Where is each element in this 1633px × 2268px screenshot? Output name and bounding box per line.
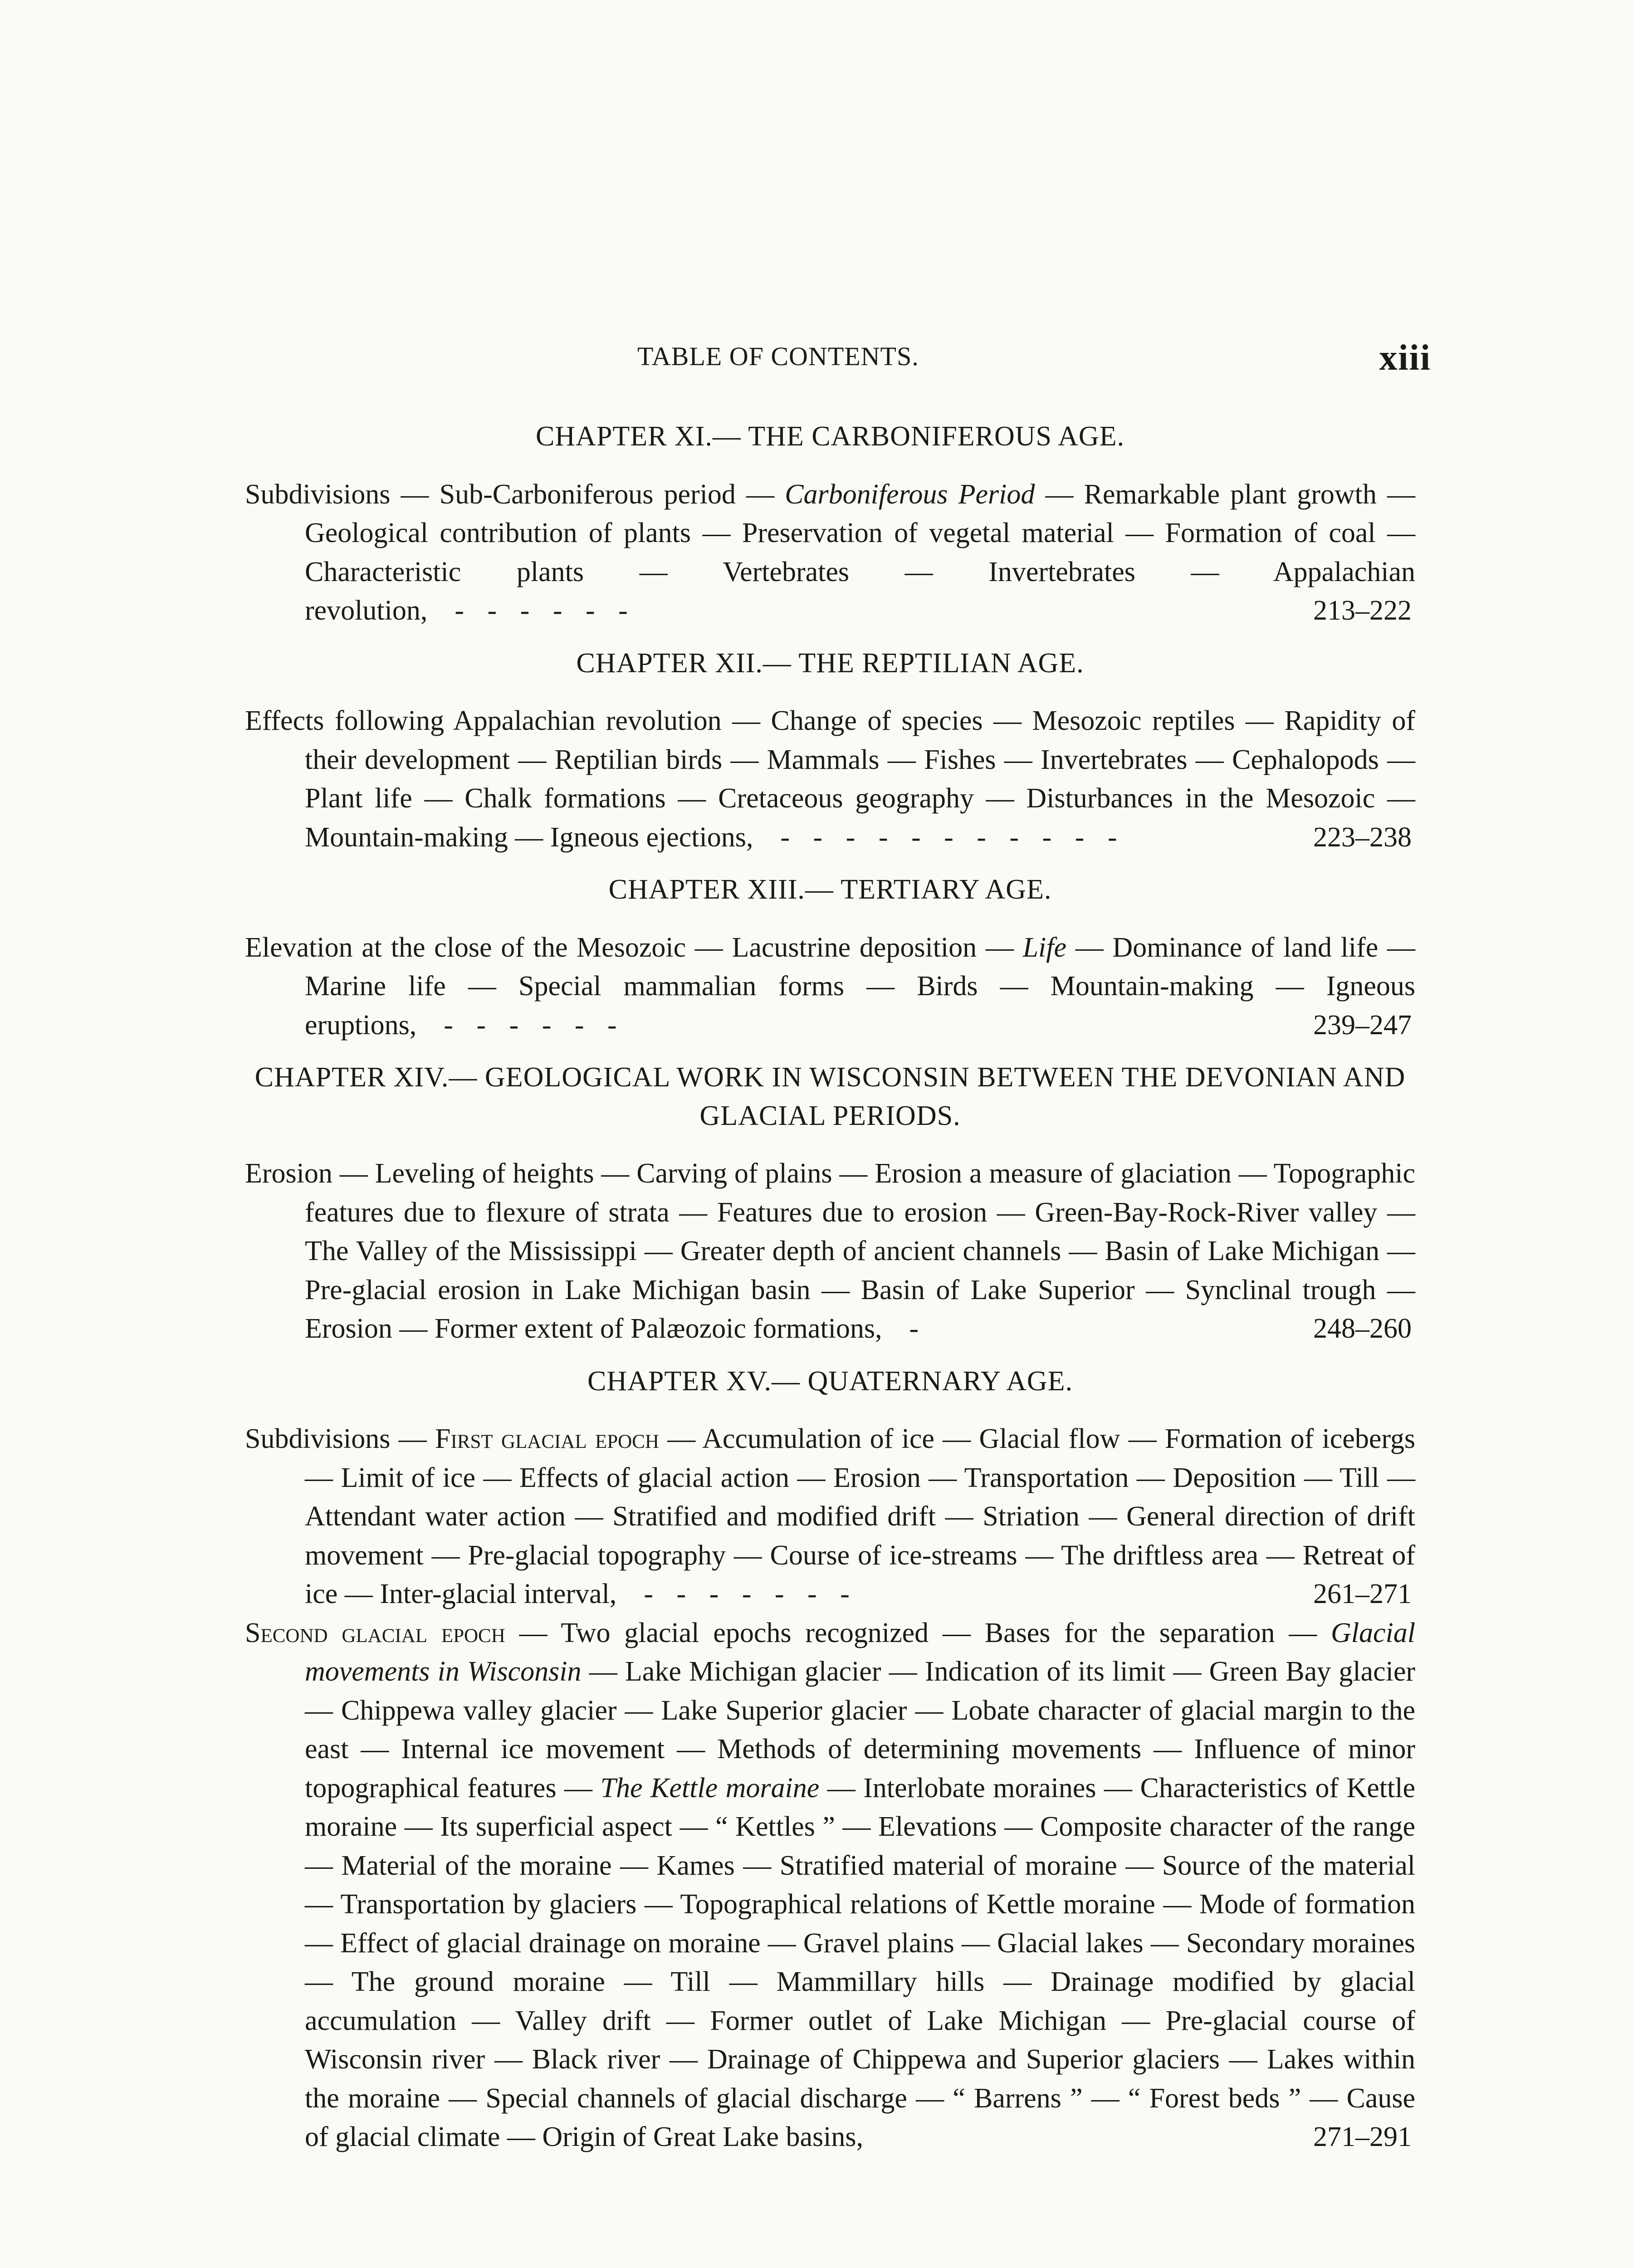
entry-text: First glacial epoch: [435, 1423, 659, 1454]
entry-tail: [416, 1010, 643, 1041]
dot-leaders: -: [909, 1313, 927, 1344]
dot-leaders: - - - - - -: [455, 595, 636, 626]
entry-text: Subdivisions — Sub-Carboniferous period —: [245, 479, 785, 510]
entry-text: — Two glacial epochs recognized — Bases for the separation —: [505, 1617, 1331, 1648]
toc-entry: [245, 1614, 1415, 2157]
running-head: [637, 338, 1431, 386]
chapter-heading: CHAPTER XII.— THE REPTILIAN AGE.: [576, 647, 1084, 679]
page-range: 223–238: [1313, 821, 1412, 853]
entry-text: Subdivisions —: [245, 1423, 435, 1454]
entry-text: Carboniferous Period: [785, 479, 1035, 510]
dot-leaders: - - - - - - -: [644, 1579, 858, 1609]
toc-entry: [245, 1420, 1415, 1614]
entry-text: — Interlobate moraines — Characteristics of Kettle moraine — Its superficial aspect — “ Kettles ” — Elevations — Composite character of the range — Material of the moraine — Kames — Stratified material of moraine — Source of the material — Transportation by glaciers — Topographical relations of Kettle moraine — Mode of formation — Effect of glacial drainage on moraine — Gravel plains — Glacial lakes — Secondary moraines — The ground moraine — Till — Mammillary hills — Drainage modified by glacial accumulation — Valley drift — Former outlet of Lake Michigan — Pre-glacial course of Wisconsin river — Black river — Drainage of Chippewa and Superior glaciers — Lakes within the moraine — Special channels of glacial discharge — “ Barrens ” — “ Forest beds ” — Cause of glacial climate — Origin of Great Lake basins,: [305, 1772, 1415, 2152]
entry-tail: [427, 595, 654, 626]
entry-text: The Kettle moraine: [600, 1772, 820, 1804]
entry-tail: [616, 1579, 876, 1609]
chapter-heading: CHAPTER XI.— THE CARBONIFEROUS AGE.: [535, 421, 1125, 452]
entry-text: — Dominance of land life — Marine life — Special mammalian forms — Birds — Mountain-making — Igneous eruptions,: [305, 932, 1415, 1041]
entry-text: — Lake Michigan glacier — Indication of its limit — Green Bay glacier — Chippewa valley glacier — Lake Superior glacier — Lobate character of glacial margin to the east — Internal ice movement — Methods of determining movements — Influence of minor topographical features —: [305, 1656, 1415, 1804]
entry-text: — Accumulation of ice — Glacial flow — Formation of icebergs — Limit of ice — Effects of glacial action — Erosion — Transportation — Deposition — Till — Attendant water action — Stratified and modified drift — Striation — General direction of drift movement — Pre-glacial topography — Course of ice-streams — The driftless area — Retreat of ice — Inter-glacial interval,: [305, 1423, 1415, 1609]
dot-leaders: - - - - - -: [444, 1009, 625, 1041]
entry-text: Elevation at the close of the Mesozoic — Lacustrine deposition —: [245, 932, 1023, 963]
chapter-heading: CHAPTER XV.— QUATERNARY AGE.: [587, 1365, 1073, 1397]
table-of-contents: [245, 417, 1415, 2170]
toc-entry: [245, 1154, 1415, 1349]
entry-tail: [863, 2121, 909, 2152]
entry-text: — Remarkable plant growth — Geological contribution of plants — Preservation of vegetal material — Formation of coal — Characteristic plants — Vertebrates — Invertebrates — Appalachian revolution,: [305, 479, 1415, 626]
entry-text: Effects following Appalachian revolution — Change of species — Mesozoic reptiles — Rapidity of their development — Reptilian birds — Mammals — Fishes — Invertebrates — Cephalopods — Plant life — Chalk formations — Cretaceous geography — Disturbances in the Mesozoic — Mountain-making — Igneous ejections,: [245, 705, 1415, 853]
page-range: 261–271: [1313, 1579, 1412, 1609]
toc-entry: [245, 475, 1415, 631]
entry-tail: [753, 822, 1143, 853]
entry-tail: [882, 1313, 945, 1344]
page-range: 239–247: [1313, 1009, 1412, 1041]
running-head-title: TABLE OF CONTENTS.: [637, 342, 919, 371]
entry-text: Glacial movements in Wisconsin: [305, 1617, 1416, 1687]
entry-text: Second glacial epoch: [245, 1617, 505, 1648]
dot-leaders: - - - - - - - - - - -: [780, 821, 1125, 853]
page-number: xiii: [1379, 338, 1431, 378]
page-range: 213–222: [1313, 595, 1412, 626]
entry-text: Erosion — Leveling of heights — Carving of plains — Erosion a measure of glaciation — Topographic features due to flexure of strata — Features due to erosion — Green-Bay-Rock-River valley — The Valley of the Mississippi — Greater depth of ancient channels — Basin of Lake Michigan — Pre-glacial erosion in Lake Michigan basin — Basin of Lake Superior — Synclinal trough — Erosion — Former extent of Palæozoic formations,: [245, 1158, 1415, 1344]
chapter-heading: CHAPTER XIII.— TERTIARY AGE.: [608, 874, 1052, 905]
page-range: 248–260: [1313, 1313, 1412, 1344]
toc-entry: [245, 702, 1415, 857]
entry-text: Life: [1022, 932, 1067, 963]
page-range: 271–291: [1313, 2121, 1412, 2152]
toc-entry: [245, 929, 1415, 1045]
chapter-heading: CHAPTER XIV.— GEOLOGICAL WORK IN WISCONSIN BETWEEN THE DEVONIAN AND GLACIAL PERIODS.: [254, 1062, 1406, 1131]
